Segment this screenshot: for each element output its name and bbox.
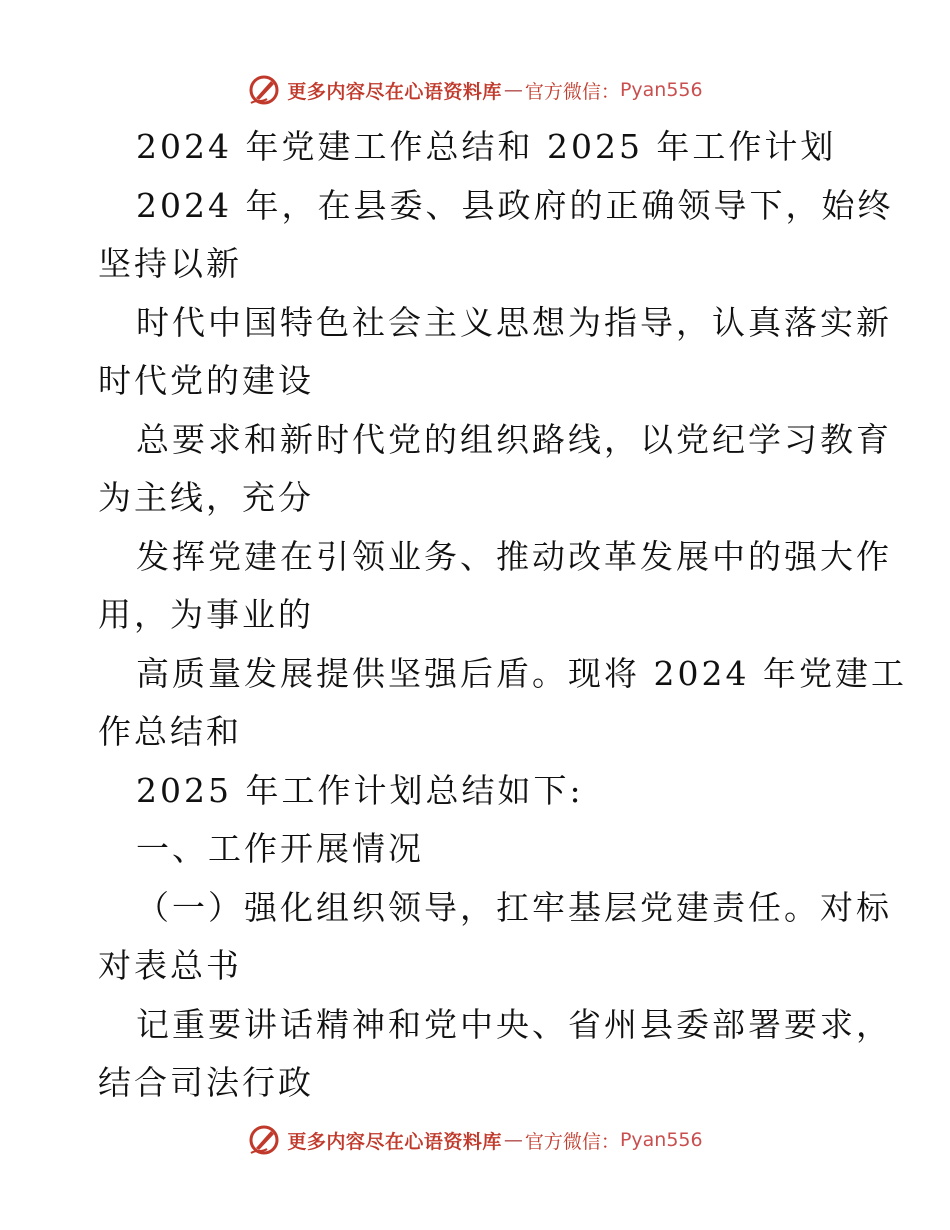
paragraph-line: 时代党的建设 (98, 361, 314, 400)
paragraph-line: 对表总书 (98, 946, 242, 985)
banner-dash: — (503, 1129, 523, 1151)
pen-logo-icon (247, 1123, 281, 1157)
header-watermark-banner (0, 70, 950, 110)
paragraph-line: 发挥党建在引领业务、推动改革发展中的强大作 (136, 536, 892, 576)
banner-wechat-label: 官方微信： (524, 1130, 620, 1153)
section-heading: 一、工作开展情况 (136, 829, 424, 868)
paragraph-line: 记重要讲话精神和党中央、省州县委部署要求， (136, 1004, 892, 1044)
paragraph-line: 总要求和新时代党的组织路线，以党纪学习教育 (136, 419, 892, 459)
banner-main-text: 更多内容尽在心语资料库 (287, 80, 502, 103)
paragraph-line: 用，为事业的 (98, 595, 314, 634)
paragraph-line: 坚持以新 (98, 244, 242, 283)
document-body (98, 118, 907, 1113)
banner-dash: — (503, 79, 523, 101)
banner-main-text: 更多内容尽在心语资料库 (287, 1130, 502, 1153)
document-title: 2024 年党建工作总结和 2025 年工作计划 (136, 127, 837, 166)
banner-wechat-id: Pyan556 (619, 1129, 703, 1151)
banner-wechat-label: 官方微信： (524, 80, 620, 103)
banner-wechat-id: Pyan556 (619, 79, 703, 101)
paragraph-line: 作总结和 (98, 712, 242, 751)
paragraph-line: 2025 年工作计划总结如下: (136, 770, 584, 810)
paragraph-line: 2024 年，在县委、县政府的正确领导下，始终 (136, 185, 894, 225)
pen-logo-icon (247, 73, 281, 107)
paragraph-line: 高质量发展提供坚强后盾。现将 2024 年党建工 (136, 653, 907, 693)
paragraph-line: 时代中国特色社会主义思想为指导，认真落实新 (136, 302, 892, 342)
footer-watermark-banner (0, 1120, 950, 1160)
paragraph-line: 结合司法行政 (98, 1063, 314, 1102)
paragraph-line: 为主线，充分 (98, 478, 314, 517)
subsection-heading: （一）强化组织领导，扛牢基层党建责任。对标 (136, 887, 892, 927)
